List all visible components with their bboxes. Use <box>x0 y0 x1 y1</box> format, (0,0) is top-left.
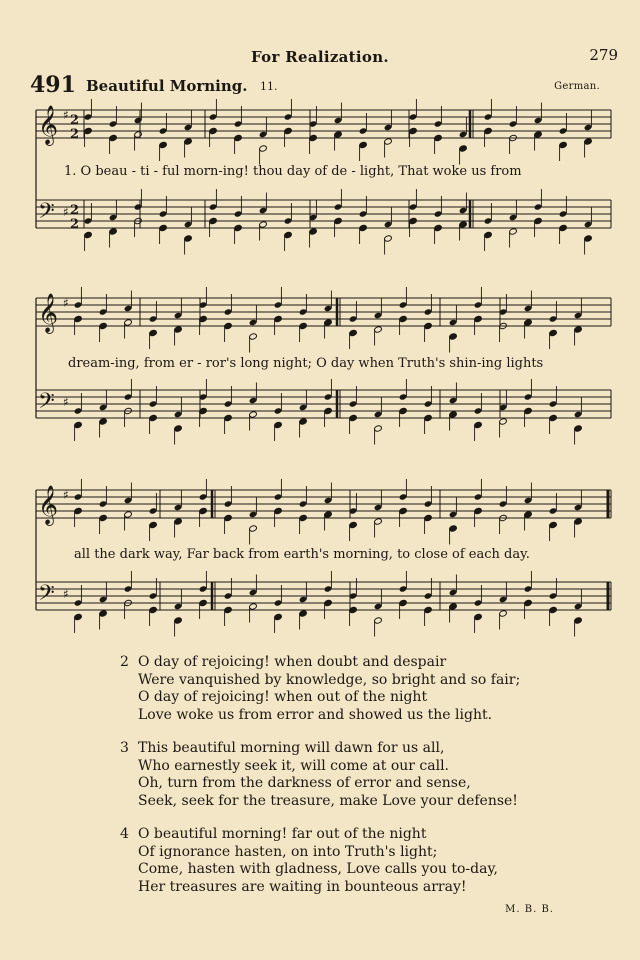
hymn-meter: 11. <box>260 80 278 93</box>
bass-clef-icon: 𝄢 <box>38 581 55 611</box>
time-signature-icon: 2 <box>70 217 80 232</box>
tune-source: German. <box>554 81 600 92</box>
verse-line: Her treasures are waiting in bounteous array! <box>138 878 467 895</box>
verse-4 <box>120 826 520 896</box>
sharp-icon: ♯ <box>63 488 69 502</box>
verse-text: This beautiful morning will dawn for us all, <box>138 740 445 756</box>
verse-text: O day of rejoicing! when doubt and despair <box>138 654 447 670</box>
treble-clef-icon: 𝄞 <box>38 293 59 333</box>
verse-number: 4 <box>120 826 129 842</box>
sharp-icon: ♯ <box>63 395 69 409</box>
sharp-icon: ♯ <box>63 205 69 219</box>
verse-line: Come, hasten with gladness, Love calls you to-day, <box>138 861 498 877</box>
lyrics-line-2: dream-ing, from er - ror's long night; O day when Truth's shin-ing lights <box>68 356 544 371</box>
treble-clef-icon: 𝄞 <box>38 105 59 145</box>
verse-line: Who earnestly seek it, will come at our call. <box>138 757 450 774</box>
sharp-icon: ♯ <box>63 587 69 601</box>
verse-line: O day of rejoicing! when out of the night <box>138 689 428 705</box>
lyrics-line-1: 1. O beau - ti - ful morn-ing! thou day of de - light, That woke us from <box>64 164 522 179</box>
hymn-title: Beautiful Morning. <box>86 77 248 95</box>
verse-3 <box>120 740 520 810</box>
verse-line <box>120 826 520 844</box>
verse-line: Were vanquished by knowledge, so bright and so fair; <box>138 671 521 688</box>
verse-line <box>120 654 520 672</box>
bass-clef-icon: 𝄢 <box>38 199 55 229</box>
time-signature-icon: 2 <box>70 127 80 142</box>
time-signature-icon: 2 <box>70 203 80 218</box>
verse-line: Oh, turn from the darkness of error and sense, <box>138 775 471 791</box>
page-number: 279 <box>589 46 618 64</box>
lyrics-line-3: all the dark way, Far back from earth's morning, to close of each day. <box>74 547 530 562</box>
verse-line: Love woke us from error and showed us the light. <box>138 706 493 723</box>
sharp-icon: ♯ <box>63 108 69 122</box>
verse-line: Seek, seek for the treasure, make Love your defense! <box>138 792 518 809</box>
bass-clef-icon: 𝄢 <box>38 389 55 419</box>
verse-number: 2 <box>120 654 129 670</box>
running-header: For Realization. <box>251 48 389 66</box>
author-initials: M. B. B. <box>505 904 554 915</box>
verse-line <box>120 740 520 758</box>
verses-block <box>120 654 520 912</box>
verse-line: Of ignorance hasten, on into Truth's light; <box>138 843 438 860</box>
sharp-icon: ♯ <box>63 296 69 310</box>
verse-text: O beautiful morning! far out of the night <box>138 826 427 842</box>
time-signature-icon: 2 <box>70 113 80 128</box>
verse-2 <box>120 654 520 724</box>
verse-number: 3 <box>120 740 129 756</box>
treble-clef-icon: 𝄞 <box>38 485 59 525</box>
hymn-number: 491 <box>30 72 76 98</box>
